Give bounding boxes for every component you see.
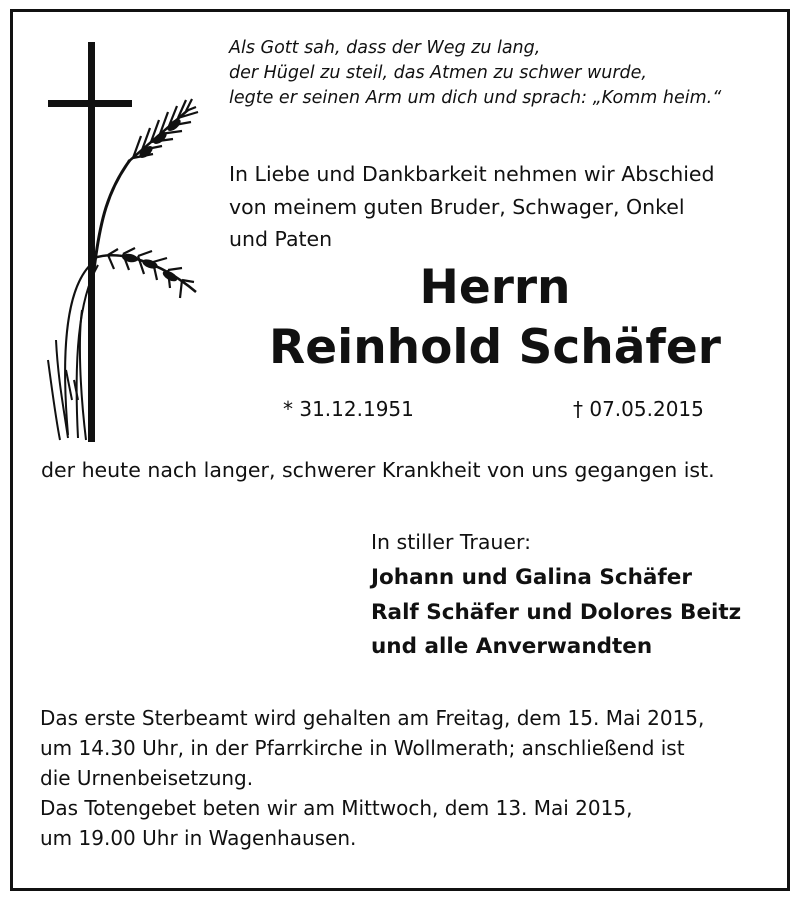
mourner-name: Ralf Schäfer und Dolores Beitz: [371, 599, 742, 625]
passing-text: der heute nach langer, schwerer Krankheit von uns gegangen ist.: [41, 458, 715, 482]
mourner-name: Johann und Galina Schäfer: [371, 565, 692, 590]
mourner-name: und alle Anverwandten: [371, 634, 653, 659]
mourners-block: [371, 527, 741, 665]
intro-line: und Paten: [229, 227, 333, 251]
deceased-name-block: [230, 258, 760, 378]
intro-line: In Liebe und Dankbarkeit nehmen wir Abschied: [229, 162, 715, 186]
notice-line: um 14.30 Uhr, in der Pfarrkirche in Wollmerath; anschließend ist: [40, 736, 685, 760]
death-date: † 07.05.2015: [573, 397, 704, 421]
poem-line: der Hügel zu steil, das Atmen zu schwer wurde,: [229, 63, 647, 83]
notice-line: Das erste Sterbeamt wird gehalten am Freitag, dem 15. Mai 2015,: [40, 706, 705, 730]
birth-date: * 31.12.1951: [283, 397, 414, 421]
poem-line: legte er seinen Arm um dich und sprach: „Komm heim.“: [229, 88, 722, 108]
deceased-name: Reinhold Schäfer: [269, 320, 721, 375]
notice-line: um 19.00 Uhr in Wagenhausen.: [40, 826, 357, 850]
intro-text: [229, 158, 715, 256]
mourners-intro: In stiller Trauer:: [371, 530, 531, 554]
cross-with-wheat-icon: [38, 40, 203, 445]
poem-line: Als Gott sah, dass der Weg zu lang,: [229, 38, 541, 58]
notice-line: die Urnenbeisetzung.: [40, 766, 254, 790]
salutation: Herrn: [419, 260, 571, 315]
service-notice: [40, 703, 704, 853]
intro-line: von meinem guten Bruder, Schwager, Onkel: [229, 194, 685, 219]
notice-line: Das Totengebet beten wir am Mittwoch, dem 13. Mai 2015,: [40, 796, 633, 820]
poem: [229, 36, 721, 111]
